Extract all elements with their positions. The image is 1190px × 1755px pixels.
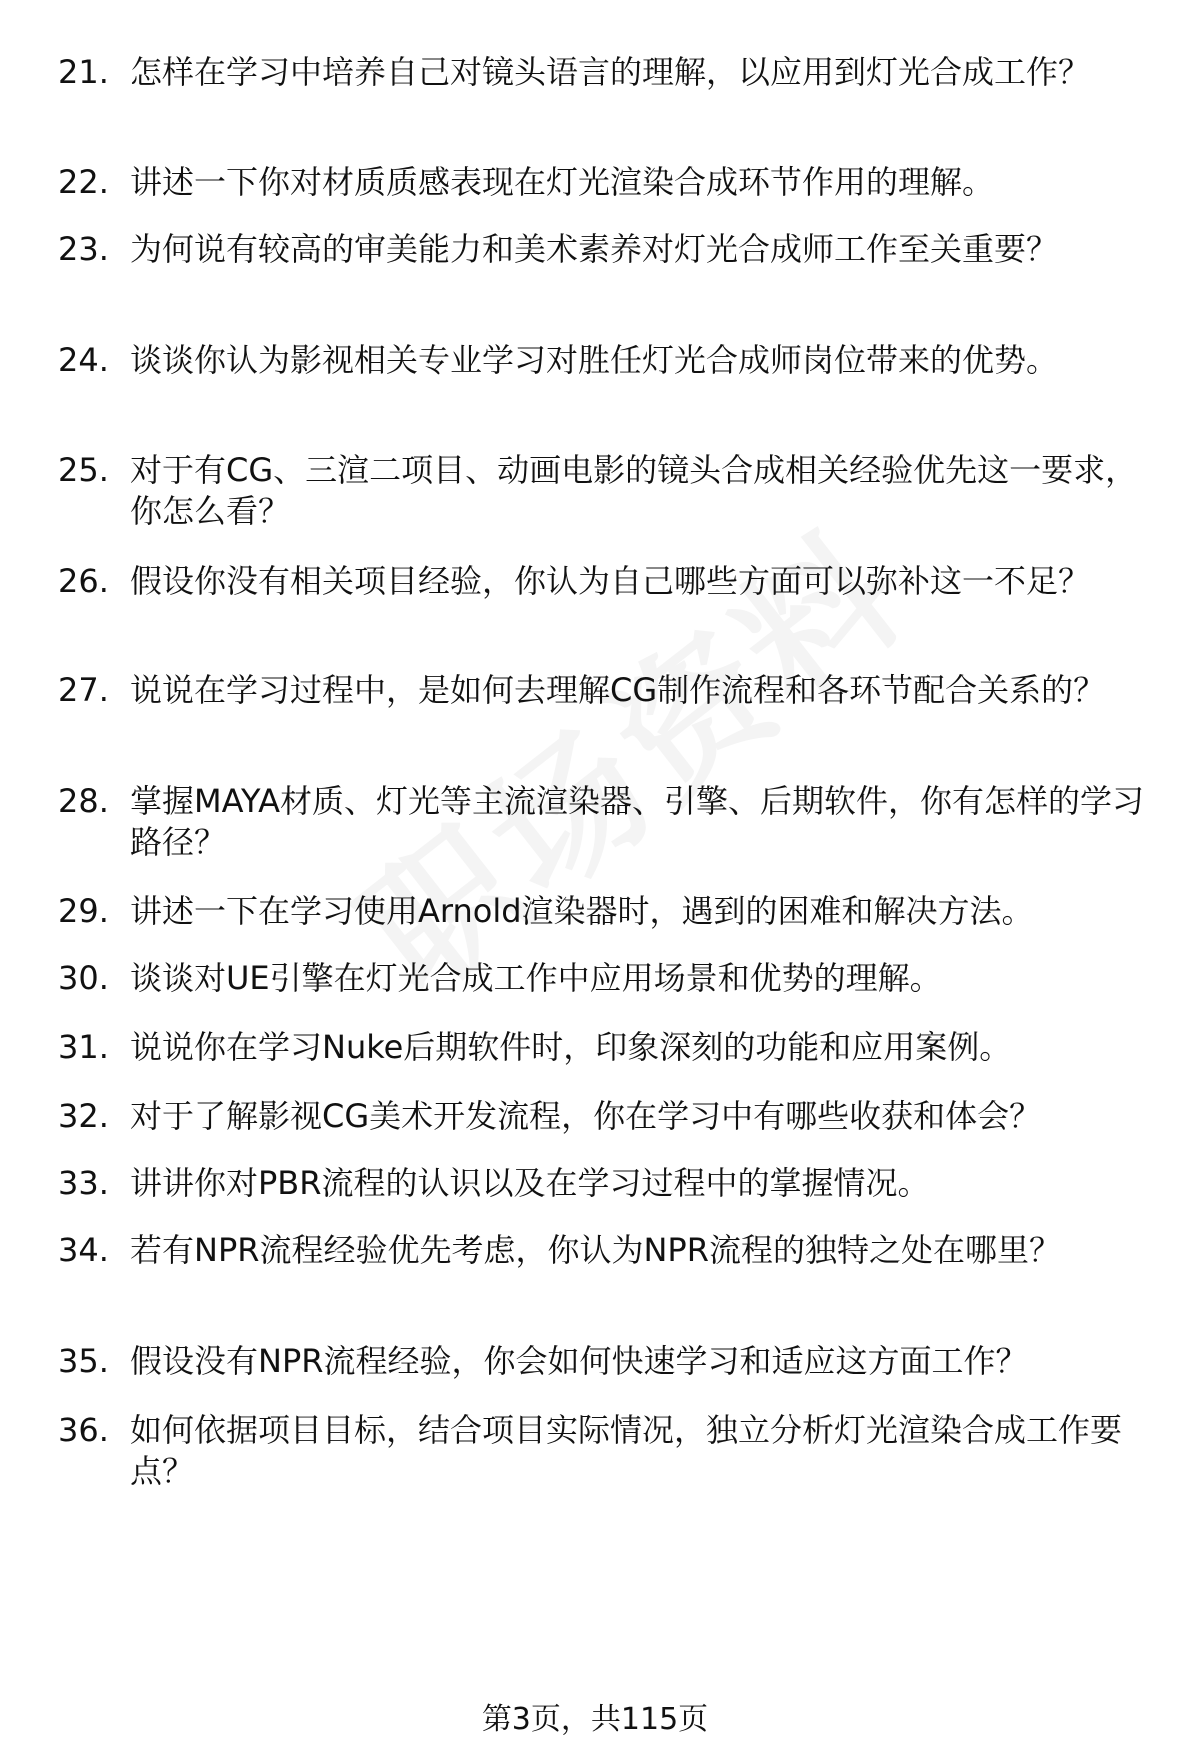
question-item [58,1096,1168,1137]
question-item [58,52,1168,93]
question-number: 30. [58,959,109,997]
question-number: 24. [58,341,109,379]
question-item [58,958,1168,999]
question-item [58,1341,1168,1382]
question-item [58,1163,1168,1204]
question-text: 假设没有NPR流程经验，你会如何快速学习和适应这方面工作？ [130,1342,1028,1380]
question-text: 假设你没有相关项目经验，你认为自己哪些方面可以弥补这一不足？ [130,562,1091,600]
question-text: 对于了解影视CG美术开发流程，你在学习中有哪些收获和体会？ [130,1097,1042,1135]
question-item [58,450,1168,532]
question-number: 33. [58,1164,109,1202]
page-footer: 第3页，共115页 [481,1702,709,1737]
question-text: 讲讲你对PBR流程的认识以及在学习过程中的掌握情况。 [130,1164,930,1202]
question-number: 31. [58,1028,109,1066]
question-item [58,340,1168,381]
question-item [58,1027,1168,1068]
question-text: 讲述一下在学习使用Arnold渲染器时，遇到的困难和解决方法。 [130,892,1034,930]
question-number: 28. [58,782,109,820]
question-item [58,1230,1168,1271]
question-text: 谈谈你认为影视相关专业学习对胜任灯光合成师岗位带来的优势。 [130,341,1059,379]
question-number: 36. [58,1411,109,1449]
question-item [58,1410,1168,1492]
question-text: 对于有CG、三渲二项目、动画电影的镜头合成相关经验优先这一要求，你怎么看？ [130,451,1138,530]
question-number: 35. [58,1342,109,1380]
question-text: 说说在学习过程中，是如何去理解CG制作流程和各环节配合关系的？ [130,671,1106,709]
question-text: 怎样在学习中培养自己对镜头语言的理解，以应用到灯光合成工作？ [130,53,1091,91]
question-number: 34. [58,1231,109,1269]
question-item [58,891,1168,932]
question-item [58,781,1168,863]
question-number: 29. [58,892,109,930]
question-text: 若有NPR流程经验优先考虑，你认为NPR流程的独特之处在哪里？ [130,1231,1061,1269]
question-number: 25. [58,451,109,489]
question-number: 26. [58,562,109,600]
question-item [58,162,1168,203]
question-text: 为何说有较高的审美能力和美术素养对灯光合成师工作至关重要？ [130,230,1059,268]
question-number: 21. [58,53,109,91]
question-number: 22. [58,163,109,201]
question-text: 掌握MAYA材质、灯光等主流渲染器、引擎、后期软件，你有怎样的学习路径？ [130,782,1144,861]
question-text: 谈谈对UE引擎在灯光合成工作中应用场景和优势的理解。 [130,959,942,997]
question-number: 23. [58,230,109,268]
question-item [58,561,1168,602]
question-number: 32. [58,1097,109,1135]
question-item [58,670,1168,711]
question-text: 说说你在学习Nuke后期软件时，印象深刻的功能和应用案例。 [130,1028,1012,1066]
question-text: 讲述一下你对材质质感表现在灯光渲染合成环节作用的理解。 [130,163,995,201]
question-item [58,229,1168,270]
question-number: 27. [58,671,109,709]
question-text: 如何依据项目目标，结合项目实际情况，独立分析灯光渲染合成工作要点？ [130,1411,1123,1490]
